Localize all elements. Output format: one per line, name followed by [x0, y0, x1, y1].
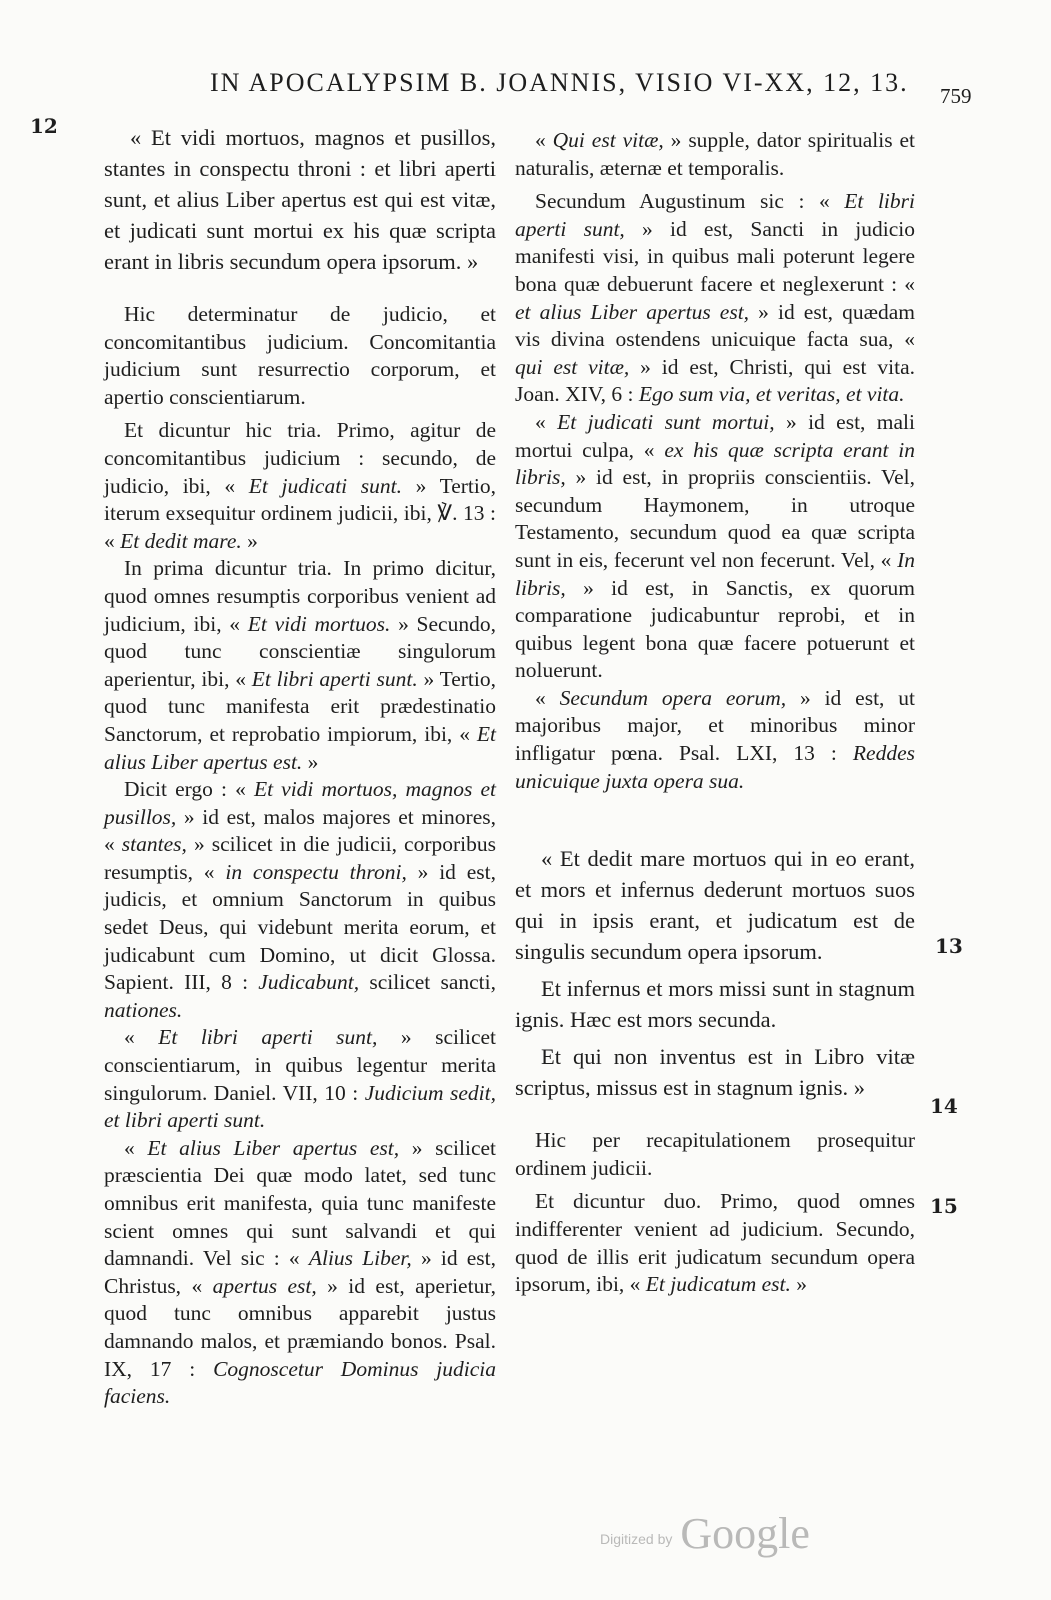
commentary-paragraph: « Qui est vitæ, » supple, dator spiritualis et naturalis, æternæ et temporalis.: [515, 128, 915, 180]
commentary-paragraph: « Et alius Liber apertus est, » scilicet præscientia Dei quæ modo latet, sed tunc omnibus erit manifesta, quia tunc manifeste scient omnes qui sunt salvandi et qui damnandi. Vel sic : « Alius Liber, » id est, Christus, « apertus est, » id est, aperietur, quod tunc omnibus apparebit justus damnando malos, et præmiando bonos. Psal. IX, 17 : Cognoscetur Dominus judicia faciens.: [104, 1135, 497, 1409]
commentary-paragraph: « Et judicati sunt mortui, » id est, mali mortui culpa, « ex his quæ scripta erant in libris, » id est, in propriis conscientiis. Vel, secundum Haymonem, in utroque Testamento, secundum quod ea quæ scripta sunt in eis, fecerunt vel non fecerunt. Vel, « In libris, » id est, in Sanctis, ex quorum comparatione judicabuntur reprobi, et in quibus legent bona quæ facere potuerunt et noluerunt.: [515, 409, 915, 683]
commentary-paragraph: Hic determinatur de judicio, et concomitantibus judicium. Concomitantia judicium sunt resurrectio corporum, et apertio conscientiarum.: [104, 302, 496, 409]
scripture-verse-15: Et qui non inventus est in Libro vitæ scriptus, missus est in stagnum ignis. »: [515, 1044, 915, 1101]
commentary-paragraph: Et dicuntur hic tria. Primo, agitur de concomitantibus judicium : secundo, de judicio, ibi, « Et judicati sunt. » Tertio, iterum exsequitur ordinem judicii, ibi, ℣. 13 : « Et dedit mare. »: [104, 418, 496, 553]
left-column: [104, 122, 496, 1411]
commentary-paragraph: Hic per recapitulationem prosequitur ordinem judicii.: [515, 1128, 915, 1180]
verse-marker-13: 13: [935, 934, 963, 958]
commentary-paragraph: In prima dicuntur tria. In primo dicitur, quod omnes resumptis corporibus venient ad judicium, ibi, « Et vidi mortuos. » Secundo, quod tunc conscientiæ singulorum aperientur, ibi, « Et libri aperti sunt. » Tertio, quod tunc manifesta erit prædestinatio Sanctorum, et reprobatio impiorum, ibi, « Et alius Liber apertus est. »: [104, 556, 497, 774]
scripture-verse-14: Et infernus et mors missi sunt in stagnum ignis. Hæc est mors secunda.: [515, 976, 915, 1033]
commentary-paragraph: Et dicuntur duo. Primo, quod omnes indifferenter venient ad judicium. Secundo, quod de illis erit judicatum secundum opera ipsorum, ibi, « Et judicatum est. »: [515, 1189, 915, 1297]
commentary-paragraph: Secundum Augustinum sic : « Et libri aperti sunt, » id est, Sancti in judicio manifesti visi, in quibus mali poterunt legere bona quæ debuerunt facere et neglexerunt : « et alius Liber apertus est, » id est, quædam vis divina ostendens unicuique facta sua, « qui est vitæ, » id est, Christi, qui est vita. Joan. XIV, 6 : Ego sum via, et veritas, et vita.: [515, 189, 916, 407]
digitization-watermark: [600, 1498, 810, 1568]
commentary-paragraph: Dicit ergo : « Et vidi mortuos, magnos et pusillos, » id est, malos majores et minores, « stantes, » scilicet in die judicii, corporibus resumptis, « in conspectu throni, » id est, judicis, et omnium Sanctorum in quibus sedet Deus, qui videbunt merita eorum, et judicabunt cum Domino, ut dicit Glossa. Sapient. III, 8 : Judicabunt, scilicet sancti, nationes.: [104, 777, 496, 1022]
scripture-verse-13: « Et dedit mare mortuos qui in eo erant, et mors et infernus dederunt mortuos suos qui in ipsis erant, et judicatum est de singulis secundum opera ipsorum.: [515, 846, 915, 965]
verse-marker-12: 12: [30, 114, 58, 138]
commentary-paragraph: « Secundum opera eorum, » id est, ut majoribus major, et minoribus minor infligatur pœna. Psal. LXI, 13 : Reddes unicuique juxta opera sua.: [515, 685, 915, 793]
scripture-verse-12: « Et vidi mortuos, magnos et pusillos, stantes in conspectu throni : et libri aperti sunt, et alius Liber apertus est qui est vitæ, et judicati sunt mortui ex his quæ scripta erant in libris secundum opera ipsorum. »: [104, 125, 496, 274]
verse-marker-15: 15: [930, 1194, 958, 1218]
page-number: 759: [940, 84, 972, 108]
google-logo: Google: [680, 1508, 810, 1558]
right-column: [515, 127, 915, 1299]
running-title: IN APOCALYPSIM B. JOANNIS, VISIO VI-XX, 12, 13.: [210, 68, 909, 97]
verse-marker-14: 14: [930, 1094, 958, 1118]
watermark-label: Digitized by: [600, 1531, 673, 1547]
commentary-paragraph: « Et libri aperti sunt, » scilicet conscientiarum, in quibus legentur merita singulorum. Daniel. VII, 10 : Judicium sedit, et libri aperti sunt.: [104, 1025, 497, 1133]
